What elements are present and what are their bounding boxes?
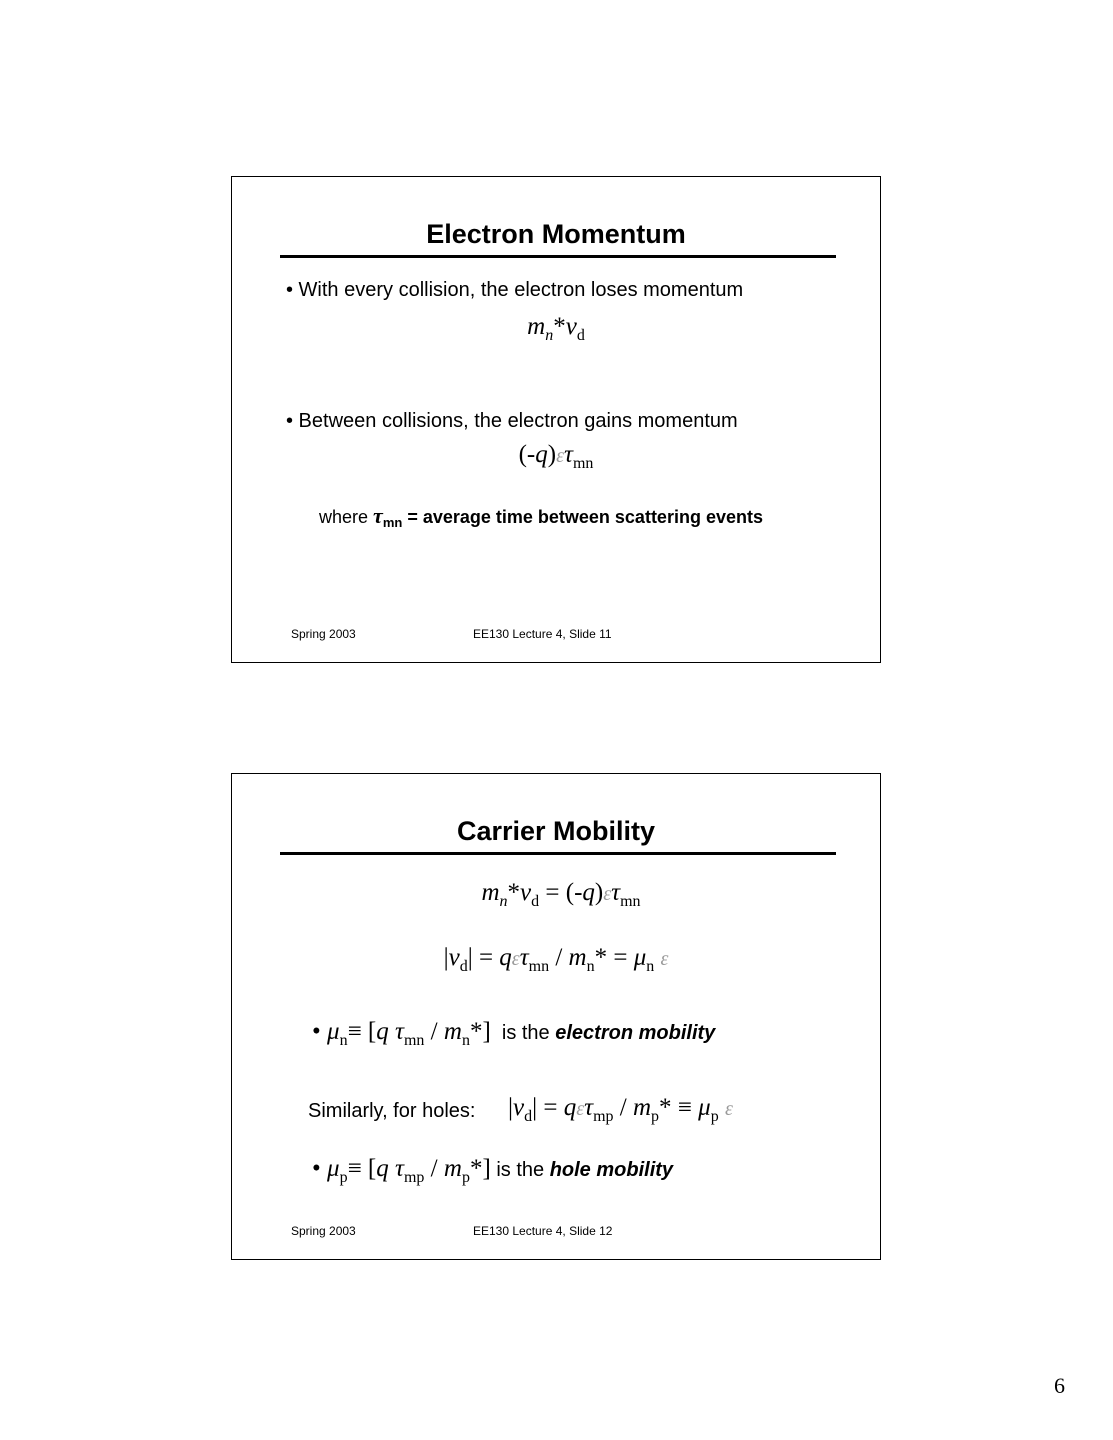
equation-token: * ≡ (659, 1094, 699, 1121)
equation-token: mn (620, 893, 641, 910)
equation-token: τ (395, 1155, 404, 1182)
equation-token: ≡ [ (347, 1018, 377, 1045)
equation-token: * (553, 313, 566, 340)
equation-token: mp (403, 1169, 425, 1186)
equation-token: v (520, 879, 532, 906)
where-prefix: where (319, 507, 369, 527)
slide-title: Electron Momentum (426, 219, 686, 249)
equation-token: τ (395, 1018, 404, 1045)
equation (508, 1094, 733, 1126)
equation-token: | = (467, 944, 500, 971)
equation-token: | (443, 944, 449, 971)
equation-token: • (312, 1155, 328, 1182)
tau-subscript: mn (382, 515, 403, 530)
equation-token: q (563, 1094, 577, 1121)
equation-token: τ (611, 879, 621, 906)
equation-token: mp (593, 1108, 614, 1125)
equation-token: q (376, 1018, 389, 1045)
equation-token: p (651, 1108, 660, 1125)
equation-token: = (- (539, 879, 583, 906)
equation (242, 879, 880, 911)
equation-token: m (632, 1094, 652, 1121)
equation-token: d (576, 327, 585, 344)
equation-token: *] (469, 1018, 491, 1045)
bullet-text: • With every collision, the electron loses momentum (286, 279, 744, 301)
equation-token: ) (547, 441, 557, 468)
equation-token: p (339, 1169, 348, 1186)
slide-carrier-mobility (231, 773, 881, 1260)
slide-title: Carrier Mobility (456, 816, 656, 846)
emphasis: hole mobility (549, 1159, 674, 1181)
equation-token: n (545, 327, 554, 344)
equation-token: ε (511, 948, 520, 970)
equation-token: / (424, 1155, 444, 1182)
equation (312, 1018, 491, 1049)
equation-token: ε (576, 1098, 585, 1120)
equation-token: d (459, 958, 468, 975)
equation-token: n (586, 958, 595, 975)
equation-token: μ (633, 944, 647, 971)
equation-token: v (448, 944, 460, 971)
title-underline (280, 852, 836, 855)
equation-token: v (513, 1094, 525, 1121)
equation-token: / (549, 944, 569, 971)
footer-date: Spring 2003 (291, 1224, 356, 1238)
equation-token: | = (532, 1094, 564, 1121)
hole-mobility-definition (312, 1155, 673, 1187)
equation-token: d (524, 1108, 533, 1125)
equation-token: d (531, 893, 540, 910)
equation-token: m (568, 944, 587, 971)
where-note (319, 503, 763, 530)
equation-token: μ (327, 1155, 340, 1182)
bullet-text: • Between collisions, the electron gains momentum (286, 410, 738, 432)
equation-token: m (443, 1155, 462, 1182)
similarly-label: Similarly, for holes: (308, 1100, 476, 1122)
electron-mobility-definition (312, 1018, 715, 1050)
footer-date: Spring 2003 (291, 627, 356, 641)
text: is the (490, 1022, 556, 1044)
equation-token: ≡ [ (347, 1155, 377, 1182)
footer-slide-ref: EE130 Lecture 4, Slide 11 (473, 627, 612, 641)
equation-token: ε (724, 1098, 733, 1120)
equation-token: p (461, 1169, 470, 1186)
equation-token: n (646, 958, 655, 975)
equation-token: μ (327, 1018, 340, 1045)
equation-token: m (443, 1018, 462, 1045)
equation-token: mn (572, 455, 594, 472)
equation-token: * (507, 879, 521, 906)
equation-token: τ (584, 1094, 594, 1121)
equation (232, 313, 880, 345)
equation-token: mn (528, 958, 550, 975)
equation-token: ε (603, 883, 612, 905)
equation-token: q (499, 944, 512, 971)
title-underline (280, 255, 836, 258)
text: is the (490, 1159, 550, 1181)
equation-token: / (424, 1018, 444, 1045)
page-number: 6 (1054, 1373, 1065, 1398)
slide-electron-momentum (231, 176, 881, 663)
equation-token: n (461, 1032, 470, 1049)
equation-token: q (582, 879, 595, 906)
where-definition: = average time between scattering events (402, 507, 763, 527)
tau-symbol: τ (373, 503, 383, 528)
equation-token: mn (403, 1032, 425, 1049)
equation-token: * = (594, 944, 634, 971)
equation-token: q (535, 441, 548, 468)
equation-token: p (710, 1108, 719, 1125)
equation (232, 441, 880, 473)
equation-token: m (481, 879, 500, 906)
equation-token: / (613, 1094, 633, 1121)
equation-token: ε (556, 445, 564, 467)
equation (312, 1155, 491, 1186)
equation-token: q (376, 1155, 389, 1182)
equation (232, 944, 880, 976)
equation-token: τ (519, 944, 529, 971)
equation-token: v (565, 313, 577, 340)
equation-token: n (499, 893, 508, 910)
equation-token: τ (563, 441, 573, 468)
equation-token: ) (594, 879, 604, 906)
equation-token: ε (660, 948, 669, 970)
equation-token: | (508, 1094, 514, 1121)
equation-token: m (527, 313, 546, 340)
footer-slide-ref: EE130 Lecture 4, Slide 12 (473, 1224, 613, 1238)
equation-token: (- (518, 441, 536, 468)
equation-token: μ (698, 1094, 711, 1121)
emphasis: electron mobility (555, 1022, 716, 1044)
equation-token: *] (469, 1155, 491, 1182)
equation-token: n (339, 1032, 348, 1049)
equation-token: • (312, 1018, 328, 1045)
